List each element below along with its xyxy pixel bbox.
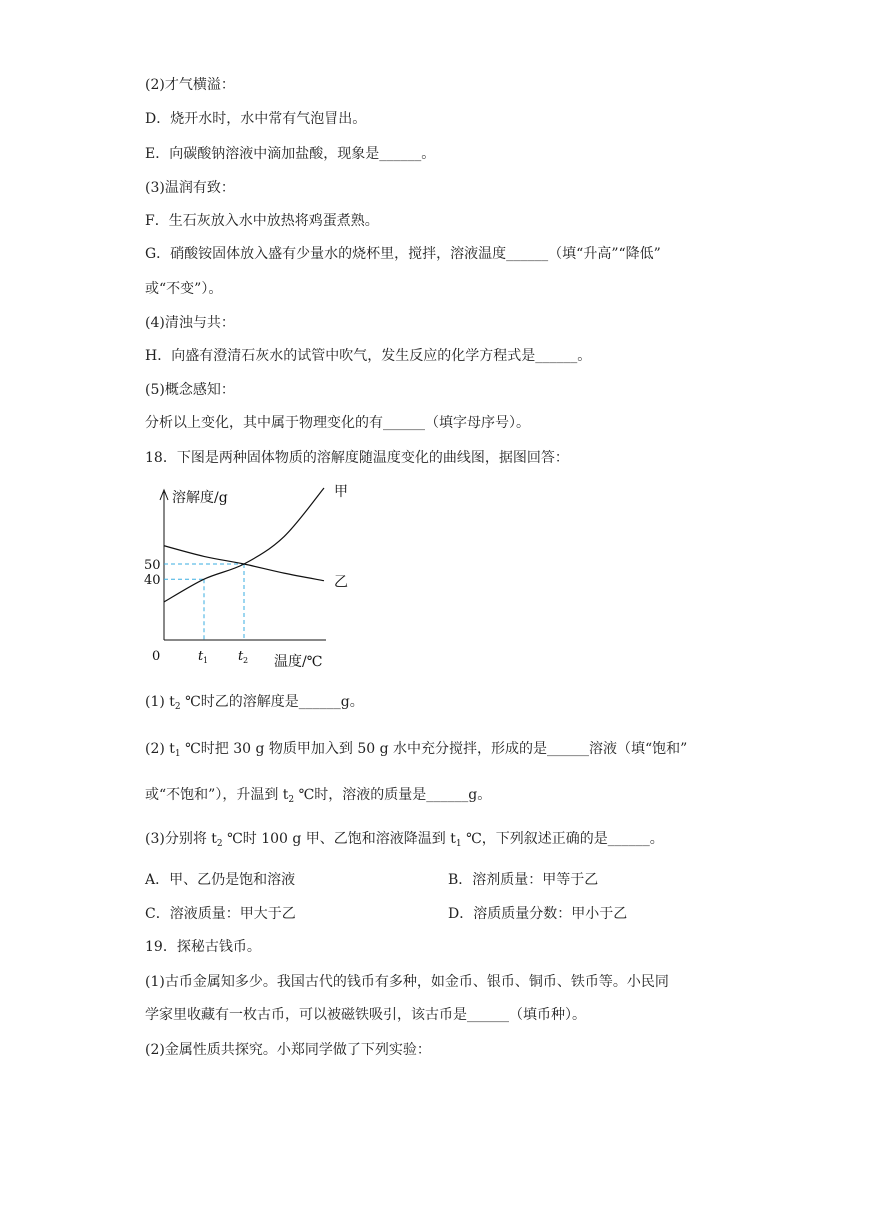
line-4-heading: (4)清浊与共： — [145, 315, 235, 331]
line-3-heading: (3)温润有致： — [145, 180, 235, 196]
q19-part-1: (1)古币金属知多少。我国古代的钱币有多种，如金币、银币、铜币、铁币等。小民同 — [145, 974, 669, 990]
item-e: E．向碳酸钠溶液中滴加盐酸，现象是______。 — [145, 146, 436, 162]
x-tick-sub-1: 1 — [203, 656, 209, 665]
x-axis-label: 温度/℃ — [274, 654, 323, 670]
series-label-yi: 乙 — [334, 574, 348, 591]
line-2-heading: (2)才气横溢： — [145, 77, 235, 93]
item-d: D．烧开水时，水中常有气泡冒出。 — [145, 111, 367, 127]
q19-part-1-cont: 学家里收藏有一枚古币，可以被磁铁吸引，该古币是______（填币种）。 — [145, 1007, 586, 1023]
option-a: A．甲、乙仍是饱和溶液 — [145, 872, 296, 888]
item-g-cont: 或“不变”）。 — [145, 281, 223, 297]
y-tick-label-40: 40 — [144, 573, 161, 589]
origin-label: 0 — [152, 649, 161, 664]
q18-part-1: (1) $t_2$ ℃时乙的溶解度是______g。 — [145, 694, 364, 712]
option-c: C．溶液质量：甲大于乙 — [145, 906, 296, 922]
chart-guides — [164, 564, 244, 640]
y-tick-label-50: 50 — [144, 558, 161, 573]
q18-part-2-cont: 或“不饱和”），升温到 $t_2$ ℃时，溶液的质量是______g。 — [145, 787, 492, 805]
x-tick-sub-2: 2 — [243, 656, 249, 665]
series-line-yi — [164, 546, 324, 581]
y-axis-label: 溶解度/g — [172, 490, 228, 506]
option-d: D．溶质质量分数：甲小于乙 — [448, 906, 628, 922]
q18-part-2: (2) $t_1$ ℃时把 30 g 物质甲加入到 50 g 水中充分搅拌，形成的是______溶液（填“饱和” — [145, 741, 688, 759]
series-label-jia: 甲 — [334, 484, 348, 500]
item-h: H．向盛有澄清石灰水的试管中吹气，发生反应的化学方程式是______。 — [145, 348, 592, 364]
item-g: G．硝酸铵固体放入盛有少量水的烧杯里，搅拌，溶液温度______（填“升高”“降低” — [145, 246, 661, 262]
item-f: F．生石灰放入水中放热将鸡蛋煮熟。 — [145, 213, 379, 229]
x-tick-label-t2: t — [238, 649, 244, 664]
line-5-heading: (5)概念感知： — [145, 382, 235, 398]
q18-part-3: (3)分别将 $t_2$ ℃时 100 g 甲、乙饱和溶液降温到 $t_1$ ℃，下列叙述正确的是______。 — [145, 831, 664, 849]
question-18: 18．下图是两种固体物质的溶解度随温度变化的曲线图，据图回答： — [145, 450, 569, 466]
item-analysis: 分析以上变化，其中属于物理变化的有______（填字母序号）。 — [145, 415, 530, 431]
option-b: B．溶剂质量：甲等于乙 — [448, 872, 599, 888]
question-19: 19．探秘古钱币。 — [145, 939, 261, 955]
solubility-chart — [140, 478, 348, 670]
x-tick-label-t1: t — [198, 649, 204, 664]
q19-part-2: (2)金属性质共探究。小郑同学做了下列实验： — [145, 1042, 431, 1058]
chart-labels — [144, 484, 348, 670]
